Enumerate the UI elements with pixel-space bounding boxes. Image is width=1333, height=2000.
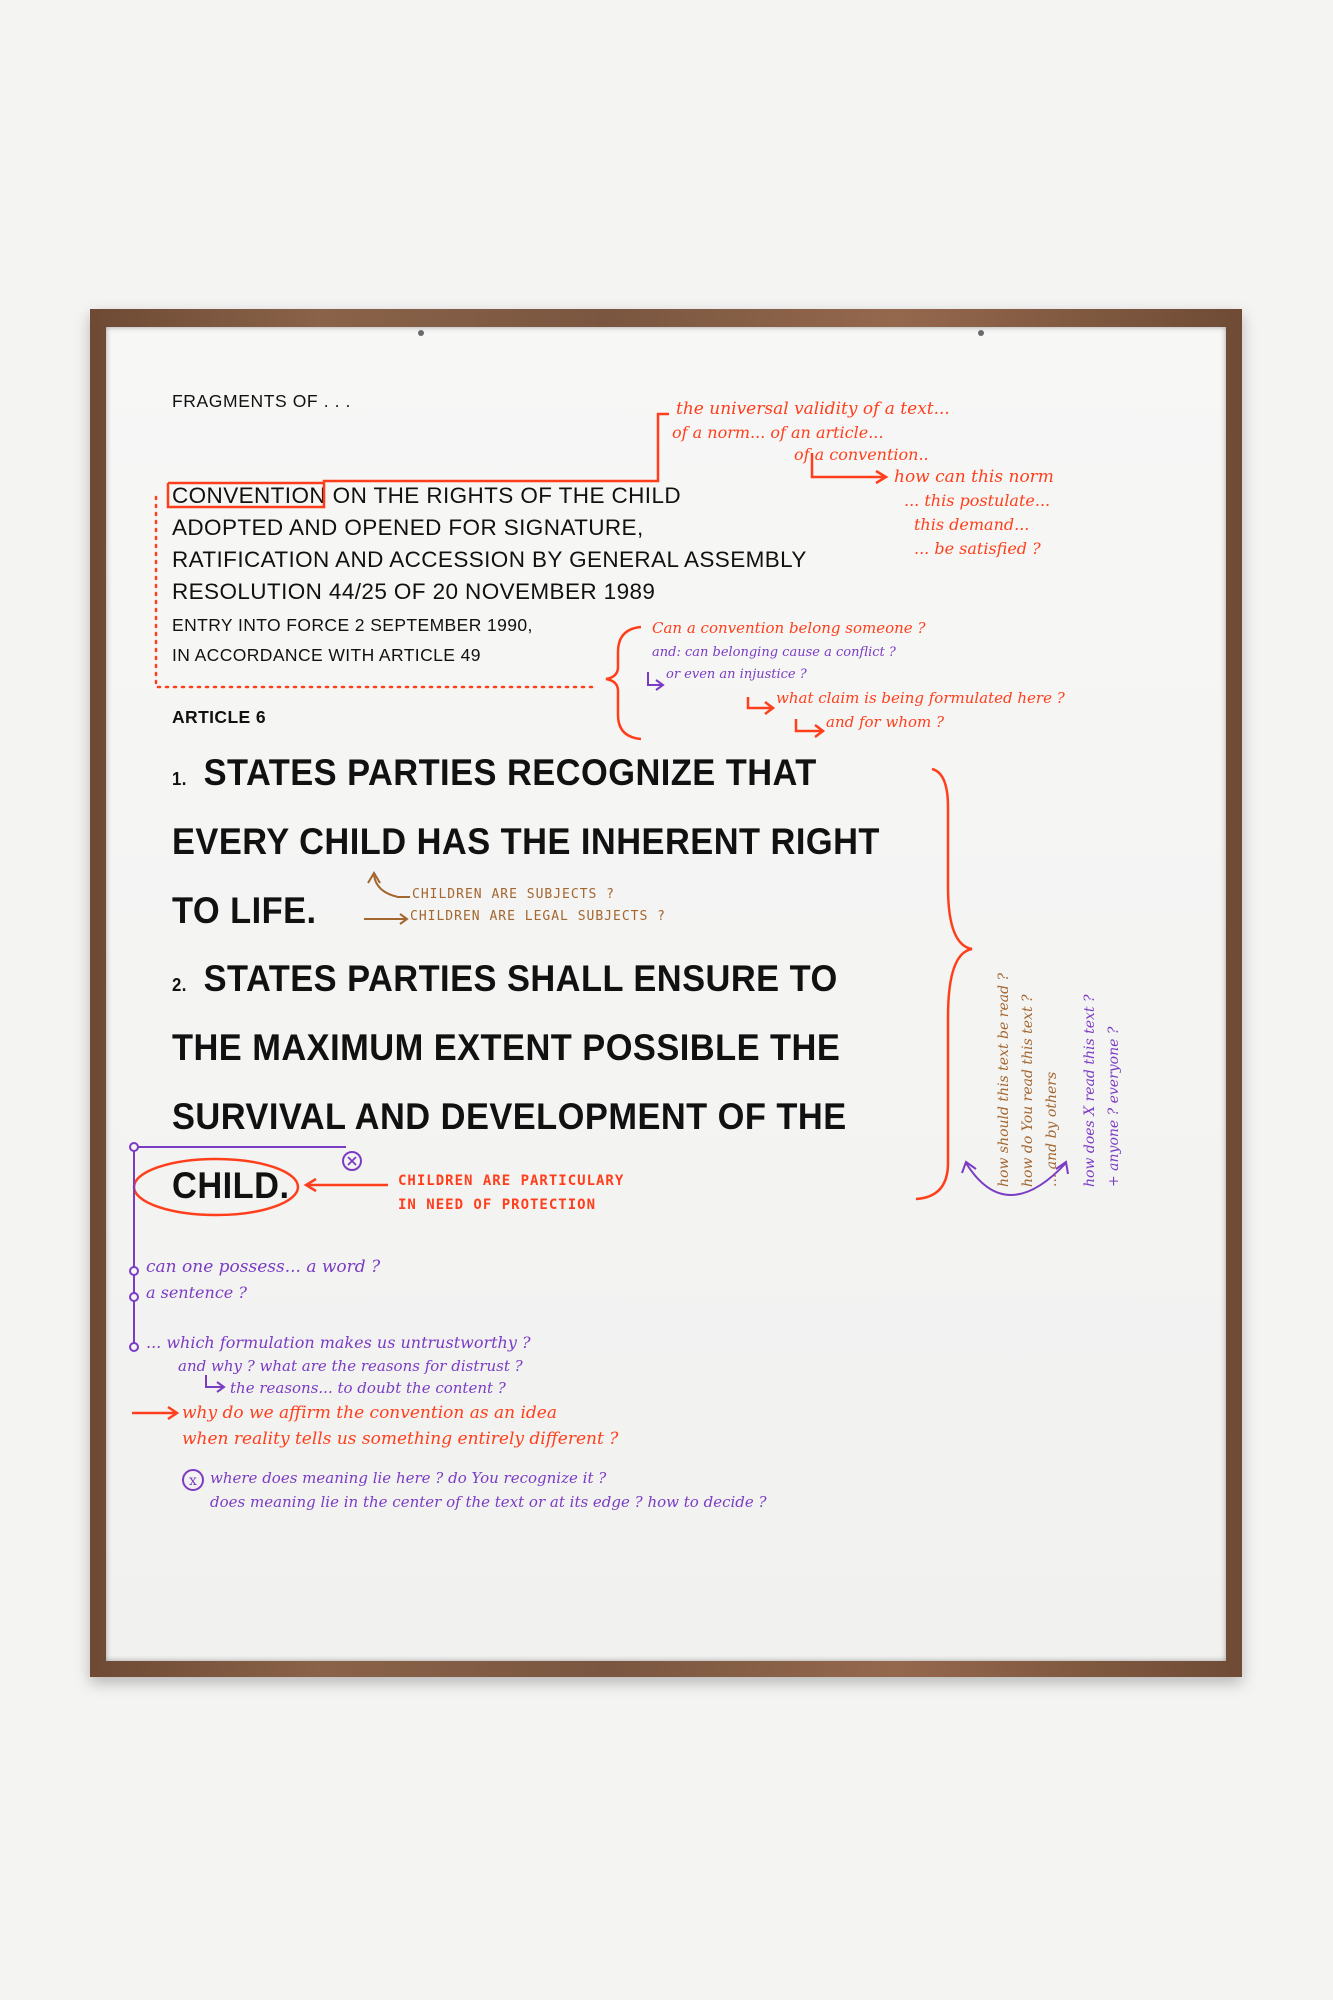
belong-brace (606, 627, 641, 739)
note-vertical-brown-2: how do You read this text ? (1020, 994, 1036, 1187)
adoption-line: ADOPTED AND OPENED FOR SIGNATURE, (172, 515, 644, 540)
paragraph-2-line-1-text: STATES PARTIES SHALL ENSURE TO (203, 958, 838, 999)
purple-node-1 (130, 1267, 138, 1275)
child-ellipse (134, 1159, 298, 1215)
note-vertical-brown-3: ... and by others (1044, 1071, 1060, 1187)
note-validity-6: this demand... (914, 515, 1030, 534)
article-heading: ARTICLE 6 (172, 707, 267, 727)
note-validity-5: ... this postulate... (904, 491, 1051, 510)
meaning-x-circle: x (182, 1469, 204, 1491)
note-validity-2: of a norm... of an article... (672, 423, 884, 442)
whom-arrow (796, 719, 822, 731)
note-validity-7: ... be satisfied ? (914, 539, 1041, 558)
note-protection-2: IN NEED OF PROTECTION (398, 1197, 597, 1213)
note-subjects-2: CHILDREN ARE LEGAL SUBJECTS ? (410, 909, 666, 924)
resolution-line: RESOLUTION 44/25 OF 20 NOVEMBER 1989 (172, 579, 656, 604)
note-meaning-2: does meaning lie in the center of the text or at its edge ? how to decide ? (210, 1493, 767, 1511)
paragraph-1-line-2: EVERY CHILD HAS THE INHERENT RIGHT (172, 821, 880, 862)
ratification-line: RATIFICATION AND ACCESSION BY GENERAL ASSEMBLY (172, 547, 807, 572)
subjects-arrow (374, 875, 410, 897)
purple-node-2 (130, 1293, 138, 1301)
note-possess-1: can one possess... a word ? (146, 1257, 381, 1277)
note-vertical-purple-2: + anyone ? everyone ? (1106, 1026, 1122, 1187)
note-belong-2: and: can belonging cause a conflict ? (652, 645, 896, 660)
note-meaning-1: where does meaning lie here ? do You recognize it ? (210, 1469, 607, 1487)
note-vertical-brown-1: how should this text be read ? (996, 973, 1012, 1187)
article-right-brace (916, 769, 972, 1199)
note-distrust-3: the reasons... to doubt the content ? (230, 1379, 506, 1397)
note-belong-5: and for whom ? (826, 713, 945, 731)
note-belong-3: or even an injustice ? (666, 667, 807, 682)
note-affirm-2: when reality tells us something entirely different ? (182, 1429, 619, 1449)
paper-sheet (106, 327, 1226, 1661)
convention-box-connector (168, 414, 669, 507)
paragraph-2-line-3: SURVIVAL AND DEVELOPMENT OF THE (172, 1096, 847, 1137)
note-possess-2: a sentence ? (146, 1283, 247, 1302)
paragraph-2-line-2: THE MAXIMUM EXTENT POSSIBLE THE (172, 1027, 841, 1068)
accordance-line: IN ACCORDANCE WITH ARTICLE 49 (172, 645, 481, 665)
paragraph-1-line-1-text: STATES PARTIES RECOGNIZE THAT (203, 752, 817, 793)
note-validity-4: how can this norm (894, 467, 1054, 487)
wooden-frame (90, 309, 1242, 1677)
claim-arrow (748, 697, 772, 708)
convention-title-rest: ON THE RIGHTS OF THE CHILD (326, 483, 682, 508)
header-fragments: FRAGMENTS OF . . . (172, 391, 351, 411)
note-protection-1: CHILDREN ARE PARTICULARY (398, 1173, 625, 1189)
note-affirm-1: why do we affirm the convention as an idea (182, 1403, 557, 1423)
note-distrust-2: and why ? what are the reasons for distrust ? (178, 1357, 523, 1375)
annotation-strokes (106, 327, 1226, 1661)
note-subjects-1: CHILDREN ARE SUBJECTS ? (412, 887, 616, 902)
note-validity-1: the universal validity of a text... (676, 399, 950, 419)
entry-into-force-line: ENTRY INTO FORCE 2 SEPTEMBER 1990, (172, 615, 533, 635)
paragraph-2-line-4: CHILD. (172, 1165, 290, 1206)
purple-node-3 (130, 1343, 138, 1351)
convention-word: CONVENTION (172, 483, 327, 508)
purple-node-top (130, 1143, 138, 1151)
note-belong-4: what claim is being formulated here ? (776, 689, 1065, 707)
paragraph-1-line-3: TO LIFE. (172, 890, 317, 931)
note-belong-1: Can a convention belong someone ? (652, 619, 926, 637)
note-validity-3: of a convention.. (794, 445, 929, 464)
paragraph-1-number: 1. (172, 769, 187, 789)
paragraph-2-number: 2. (172, 975, 187, 995)
dotted-bracket (156, 497, 596, 687)
purple-x-mark-top (348, 1157, 356, 1165)
note-vertical-purple-1: how does X read this text ? (1082, 994, 1098, 1187)
note-distrust-1: ... which formulation makes us untrustworthy ? (146, 1333, 531, 1352)
